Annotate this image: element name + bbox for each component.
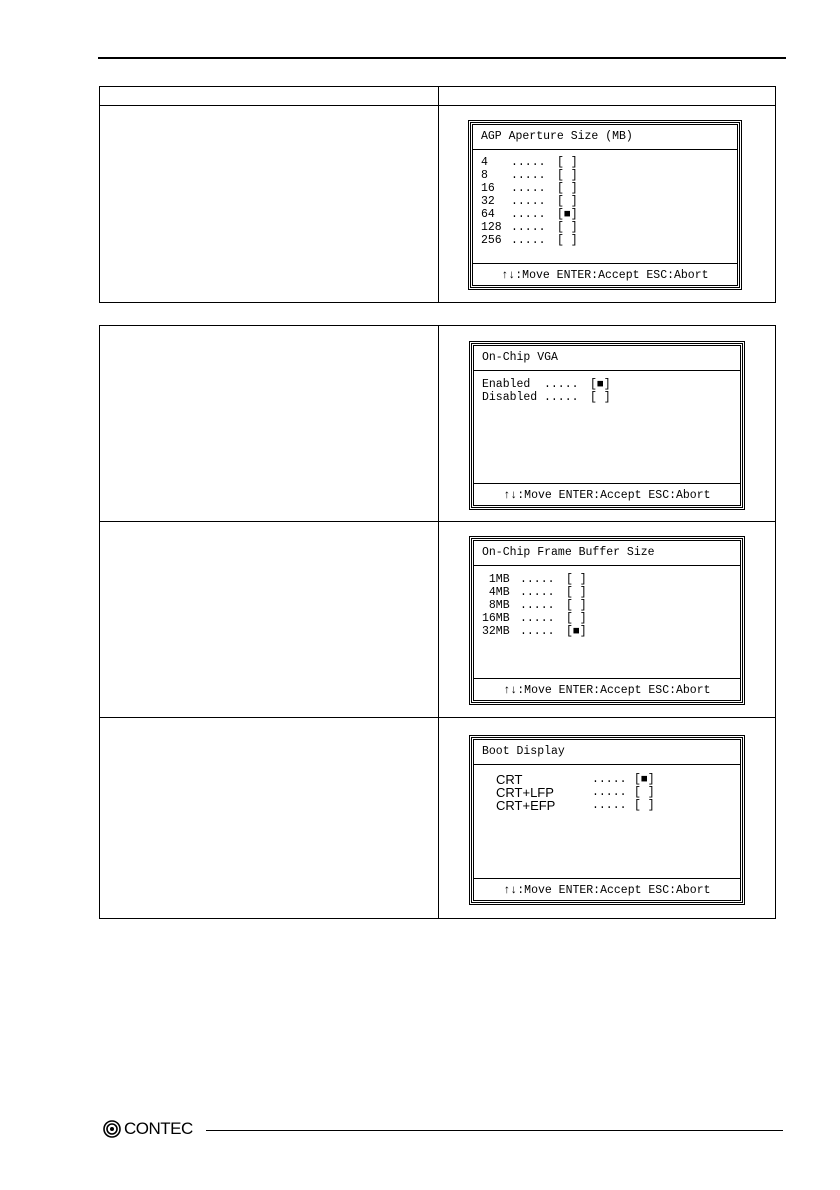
divider — [474, 878, 740, 879]
radio-box[interactable]: [ ] — [566, 612, 587, 625]
option-item-selected[interactable]: 32MB ..... [■] — [482, 625, 587, 638]
contec-logo — [103, 1119, 193, 1139]
bios-dialog-agp-aperture — [470, 122, 740, 288]
radio-box-checked[interactable]: [■] — [634, 773, 655, 786]
header-rule — [98, 57, 786, 59]
divider — [473, 263, 737, 264]
bios-dialog-boot-display — [471, 737, 743, 903]
dialog-title: AGP Aperture Size (MB) — [481, 130, 633, 143]
radio-box[interactable]: [ ] — [590, 391, 611, 404]
radio-box[interactable]: [ ] — [557, 169, 578, 182]
radio-box[interactable]: [ ] — [557, 234, 578, 247]
option-item[interactable]: 1MB ..... [ ] — [482, 573, 587, 586]
divider — [473, 149, 737, 150]
row-separator — [100, 717, 775, 718]
logo-text: CONTEC — [124, 1119, 193, 1138]
option-item[interactable]: 16 ..... [ ] — [481, 182, 578, 195]
option-item[interactable]: CRT+LFP ..... [ ] — [496, 785, 655, 800]
option-item[interactable]: 4 ..... [ ] — [481, 156, 578, 169]
option-item[interactable]: 8MB ..... [ ] — [482, 599, 587, 612]
option-item[interactable]: 128 ..... [ ] — [481, 221, 578, 234]
radio-box-checked[interactable]: [■] — [566, 625, 587, 638]
option-item[interactable]: CRT+EFP ..... [ ] — [496, 798, 655, 813]
key-help-footer: ↑↓:Move ENTER:Accept ESC:Abort — [503, 489, 711, 502]
radio-box[interactable]: [ ] — [566, 599, 587, 612]
contec-logo-icon — [103, 1120, 121, 1138]
radio-box[interactable]: [ ] — [557, 221, 578, 234]
option-item[interactable]: 4MB ..... [ ] — [482, 586, 587, 599]
option-item-selected[interactable]: Enabled ..... [■] — [482, 378, 611, 391]
option-item-selected[interactable]: 64 ..... [■] — [481, 208, 578, 221]
key-help-footer: ↑↓:Move ENTER:Accept ESC:Abort — [503, 684, 711, 697]
radio-box[interactable]: [ ] — [634, 786, 655, 799]
divider — [474, 483, 740, 484]
footer-rule — [206, 1130, 783, 1131]
dialog-title: On-Chip Frame Buffer Size — [482, 546, 655, 559]
radio-box-checked[interactable]: [■] — [557, 208, 578, 221]
bios-dialog-onchip-vga — [471, 343, 743, 508]
radio-box[interactable]: [ ] — [566, 573, 587, 586]
settings-table-2 — [99, 325, 776, 919]
option-item[interactable]: 256 ..... [ ] — [481, 234, 578, 247]
divider — [474, 565, 740, 566]
radio-box[interactable]: [ ] — [566, 586, 587, 599]
radio-box[interactable]: [ ] — [557, 182, 578, 195]
option-item-selected[interactable]: CRT ..... [■] — [496, 772, 655, 787]
divider — [474, 764, 740, 765]
option-item[interactable]: 32 ..... [ ] — [481, 195, 578, 208]
key-help-footer: ↑↓:Move ENTER:Accept ESC:Abort — [501, 269, 709, 282]
dialog-title: On-Chip VGA — [482, 351, 558, 364]
radio-box[interactable]: [ ] — [557, 156, 578, 169]
radio-box-checked[interactable]: [■] — [590, 378, 611, 391]
divider — [474, 370, 740, 371]
divider — [474, 678, 740, 679]
column-divider — [438, 326, 439, 918]
settings-table-1 — [99, 86, 776, 303]
radio-box[interactable]: [ ] — [634, 799, 655, 812]
bios-dialog-frame-buffer-size — [471, 538, 743, 703]
dialog-title: Boot Display — [482, 745, 565, 758]
key-help-footer: ↑↓:Move ENTER:Accept ESC:Abort — [503, 884, 711, 897]
radio-box[interactable]: [ ] — [557, 195, 578, 208]
column-divider — [438, 87, 439, 302]
row-separator — [100, 521, 775, 522]
option-item[interactable]: 16MB ..... [ ] — [482, 612, 587, 625]
option-item[interactable]: Disabled ..... [ ] — [482, 391, 611, 404]
option-item[interactable]: 8 ..... [ ] — [481, 169, 578, 182]
